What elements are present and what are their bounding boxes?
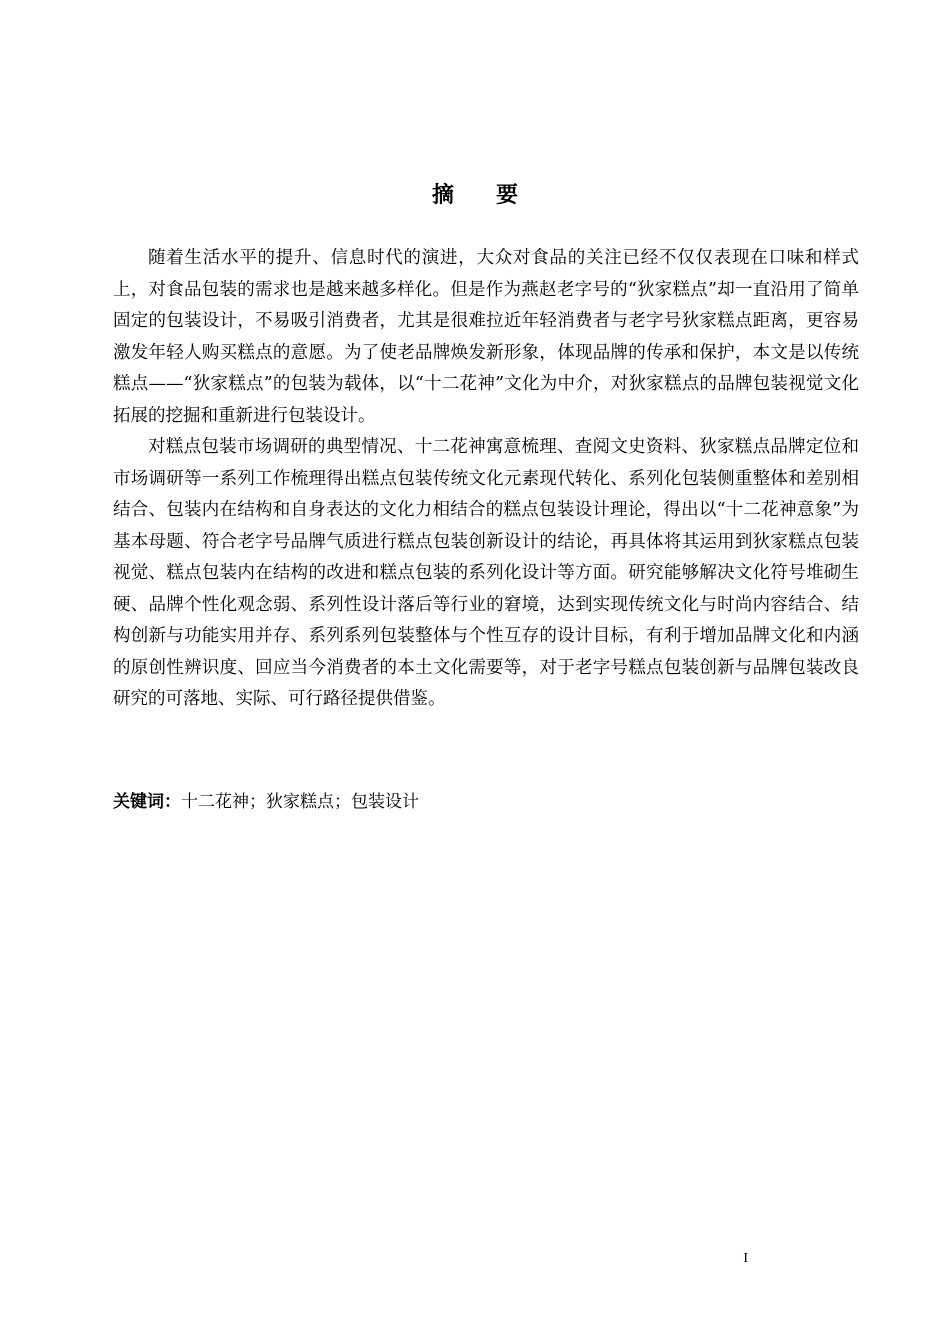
- keywords-line: [113, 789, 859, 815]
- page-number: I: [743, 1251, 748, 1266]
- abstract-title: [0, 178, 950, 209]
- keywords-text: 十二花神；狄家糕点；包装设计: [181, 792, 419, 812]
- abstract-paragraph-2: 对糕点包装市场调研的典型情况、十二花神寓意梳理、查阅文史资料、狄家糕点品牌定位和市场调研等一系列工作梳理得出糕点包装传统文化元素现代转化、系列化包装侧重整体和差别相结合、包装内在结构和自身表达的文化力相结合的糕点包装设计理论，得出以“十二花神意象”为基本母题、符合老字号品牌气质进行糕点包装创新设计的结论，再具体将其运用到狄家糕点包装视觉、糕点包装内在结构的改进和糕点包装的系列化设计等方面。研究能够解决文化符号堆砌生硬、品牌个性化观念弱、系列性设计落后等行业的窘境，达到实现传统文化与时尚内容结合、结构创新与功能实用并存、系列系列包装整体与个性互存的设计目标，有利于增加品牌文化和内涵的原创性辨识度、回应当今消费者的本土文化需要等，对于老字号糕点包装创新与品牌包装改良研究的可落地、实际、可行路径提供借鉴。: [113, 437, 859, 709]
- abstract-title-char-1: 摘: [431, 183, 454, 208]
- keywords-label: 关键词：: [113, 792, 181, 812]
- abstract-body: [113, 243, 859, 716]
- abstract-title-char-2: 要: [496, 183, 519, 208]
- abstract-paragraph-1: 随着生活水平的提升、信息时代的演进，大众对食品的关注已经不仅仅表现在口味和样式上，对食品包装的需求也是越来越多样化。但是作为燕赵老字号的“狄家糕点”却一直沿用了简单固定的包装设计，不易吸引消费者，尤其是很难拉近年轻消费者与老字号狄家糕点距离，更容易激发年轻人购买糕点的意愿。为了使老品牌焕发新形象，体现品牌的传承和保护，本文是以传统糕点——“狄家糕点”的包装为载体，以“十二花神”文化为中介，对狄家糕点的品牌包装视觉文化拓展的挖掘和重新进行包装设计。: [113, 248, 859, 426]
